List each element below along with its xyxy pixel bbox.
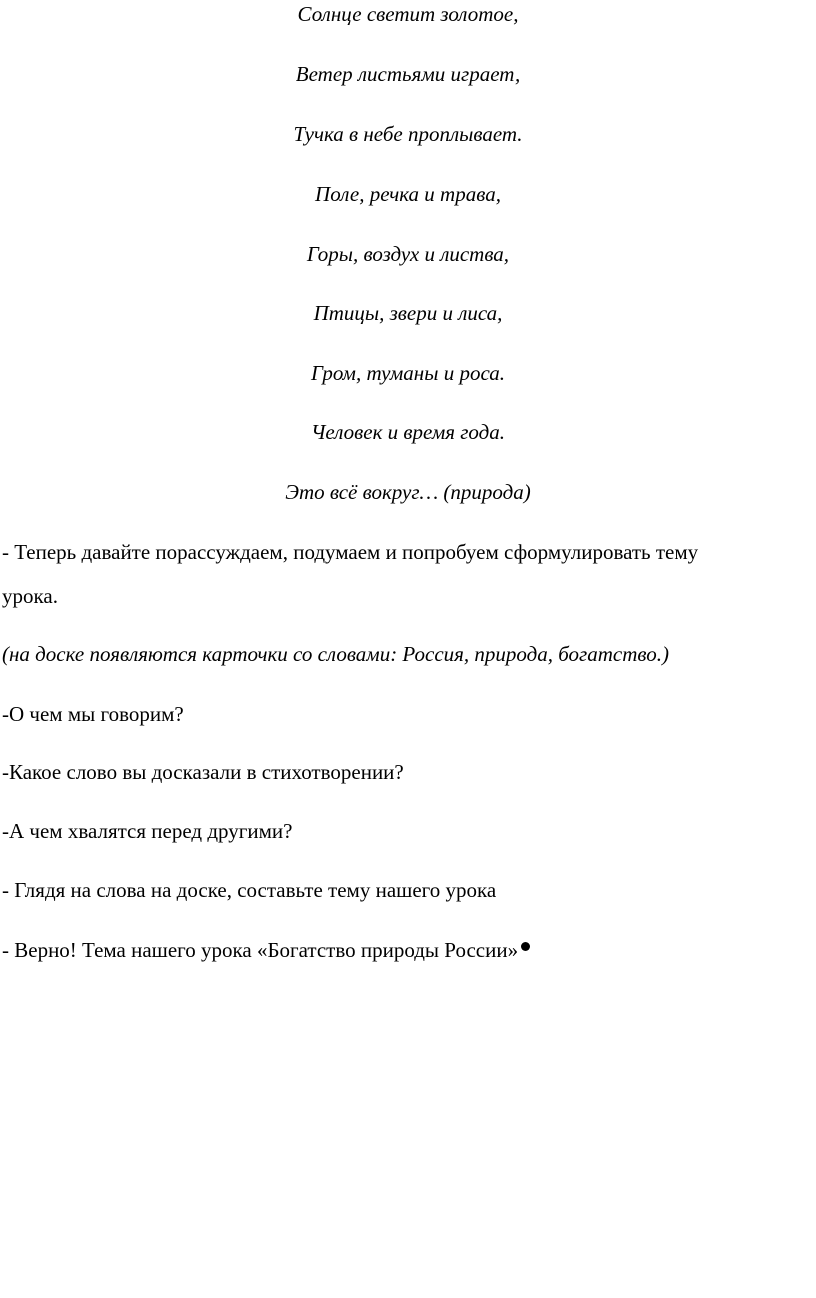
- question-2: -Какое слово вы досказали в стихотворении?: [2, 760, 404, 784]
- poem-line: Тучка в небе проплывает.: [293, 122, 523, 146]
- poem-line: Солнце светит золотое,: [297, 2, 519, 26]
- intro-paragraph-line2: урока.: [2, 584, 58, 608]
- question-4: - Глядя на слова на доске, составьте тему нашего урока: [2, 878, 497, 902]
- conclusion-line: [2, 936, 814, 964]
- poem-line: Это всё вокруг… (природа): [285, 480, 531, 504]
- board-note: (на доске появляются карточки со словами: Россия, природа, богатство.): [2, 642, 669, 666]
- poem-line: Ветер листьями играет,: [295, 62, 521, 86]
- bullet-dot-icon: [521, 942, 530, 951]
- intro-paragraph-line1: - Теперь давайте порассуждаем, подумаем и попробуем сформулировать тему: [2, 540, 699, 564]
- poem-line: Горы, воздух и листва,: [306, 242, 510, 266]
- poem-line: Гром, туманы и роса.: [311, 361, 505, 385]
- question-1: -О чем мы говорим?: [2, 702, 184, 726]
- poem-line: Птицы, звери и лиса,: [313, 301, 503, 325]
- conclusion-text: - Верно! Тема нашего урока «Богатство природы России»: [2, 938, 519, 962]
- poem-line: Человек и время года.: [310, 420, 506, 444]
- question-3: -А чем хвалятся перед другими?: [2, 819, 293, 843]
- poem-line: Поле, речка и трава,: [315, 182, 501, 206]
